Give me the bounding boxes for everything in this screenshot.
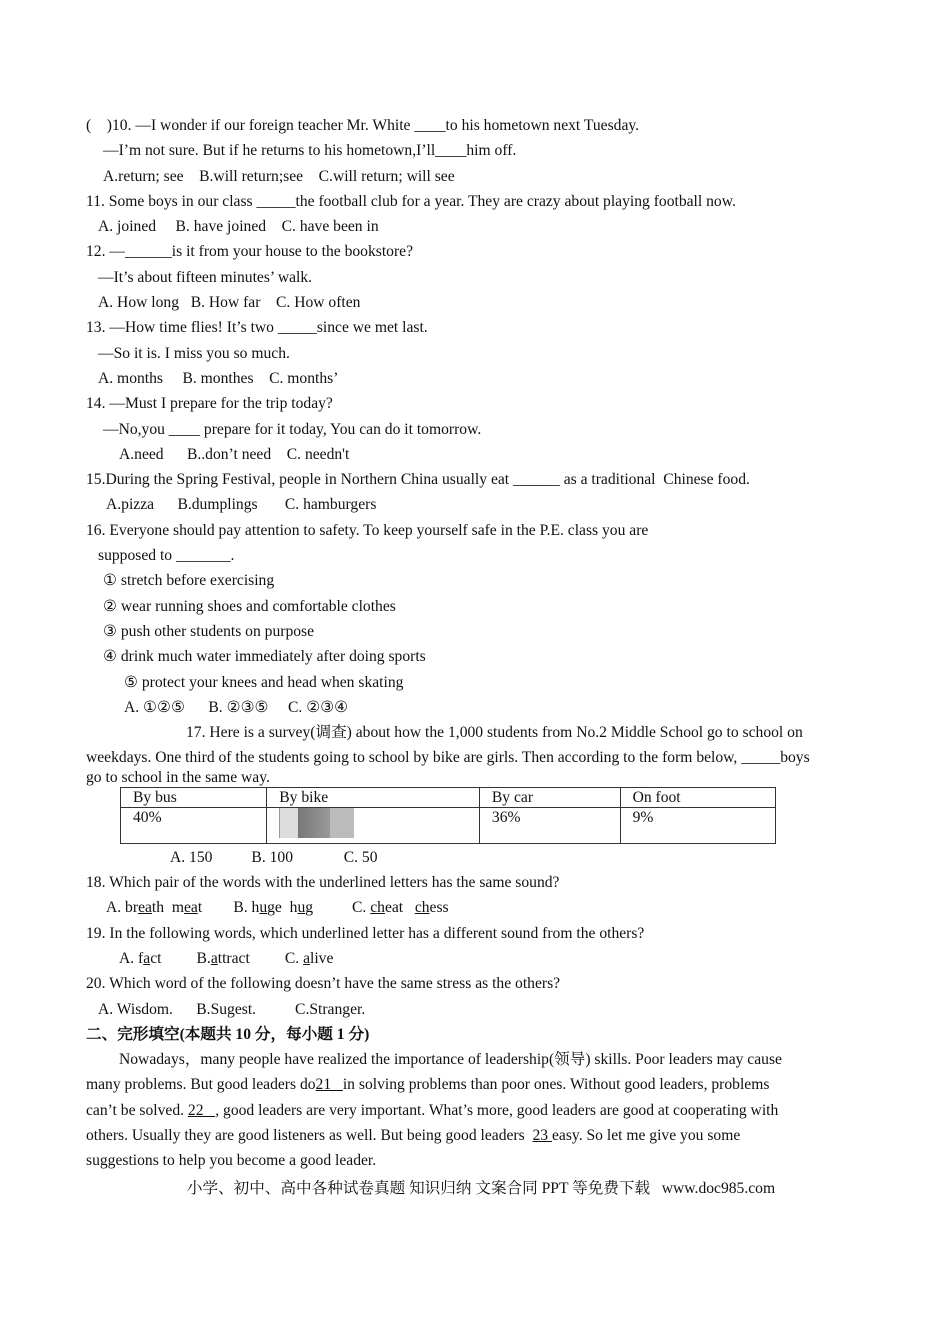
options: A. fact B.attract C. alive: [119, 949, 334, 967]
options: A. Wisdom. B.Sugest. C.Stranger.: [98, 1000, 366, 1018]
footer-text: 小学、初中、高中各种试卷真题 知识归纳 文案合同 PPT 等免费下载 www.doc985.com: [186, 1179, 776, 1197]
item: ② wear running shoes and comfortable clothes: [103, 597, 396, 615]
passage-line: can’t be solved. 22 , good leaders are very important. What’s more, good leaders are good at cooperating with: [86, 1101, 779, 1119]
passage-line: others. Usually they are good listeners as well. But being good leaders 23 easy. So let me give you some: [86, 1126, 741, 1144]
cell: 36%: [479, 807, 620, 843]
question-17-cont: weekdays. One third of the students going to school by bike are girls. Then according to the form below, _____boys: [86, 749, 810, 767]
passage-line: suggestions to help you become a good leader.: [86, 1152, 377, 1170]
question-17-cont: go to school in the same way.: [86, 768, 270, 786]
question-20: 20. Which word of the following doesn’t have the same stress as the others?: [86, 975, 561, 993]
options: A. ①②⑤ B. ②③⑤ C. ②③④: [124, 698, 349, 716]
question-14: 14. —Must I prepare for the trip today?: [86, 395, 333, 413]
survey-table: [120, 787, 776, 844]
passage-line: many problems. But good leaders do21 in solving problems than poor ones. Without good leaders, problems: [86, 1076, 770, 1094]
answer-line: —It’s about fifteen minutes’ walk.: [98, 268, 313, 286]
question-12: 12. —______is it from your house to the bookstore?: [86, 243, 413, 261]
options: A.pizza B.dumplings C. hamburgers: [106, 496, 377, 514]
question-10: ( )10. —I wonder if our foreign teacher Mr. White ____to his hometown next Tuesday.: [86, 117, 640, 134]
question-13: 13. —How time flies! It’s two _____since we met last.: [86, 319, 428, 337]
answer-line: —No,you ____ prepare for it today, You can do it tomorrow.: [103, 420, 482, 438]
options: A. 150 B. 100 C. 50: [170, 848, 378, 866]
options: A.return; see B.will return;see C.will return; will see: [103, 167, 455, 185]
options: A. breath meat B. huge hug C. cheat chess: [106, 899, 449, 917]
cell: [267, 807, 480, 843]
question-17: 17. Here is a survey(调查) about how the 1,000 students from No.2 Middle School go to school on: [186, 724, 803, 742]
header-cell: On foot: [620, 787, 775, 807]
bike-image: [279, 808, 354, 838]
item: ⑤ protect your knees and head when skating: [124, 673, 404, 691]
section-heading: 二、完形填空(本题共 10 分，每小题 1 分): [86, 1025, 370, 1043]
passage-line: Nowadays，many people have realized the importance of leadership(领导) skills. Poor leaders may cause: [119, 1051, 782, 1069]
cell: 9%: [620, 807, 775, 843]
header-cell: By bus: [121, 787, 267, 807]
question-18: 18. Which pair of the words with the underlined letters has the same sound?: [86, 874, 560, 892]
options: A. joined B. have joined C. have been in: [98, 218, 379, 236]
question-11: 11. Some boys in our class _____the football club for a year. They are crazy about playing football now.: [86, 192, 736, 210]
question-16-cont: supposed to _______.: [98, 547, 235, 565]
item: ③ push other students on purpose: [103, 622, 315, 640]
header-cell: By bike: [267, 787, 480, 807]
question-19: 19. In the following words, which underlined letter has a different sound from the others?: [86, 924, 645, 942]
options: A. How long B. How far C. How often: [98, 294, 361, 312]
question-16: 16. Everyone should pay attention to safety. To keep yourself safe in the P.E. class you are: [86, 521, 649, 539]
answer-line: —So it is. I miss you so much.: [98, 344, 290, 362]
options: A. months B. monthes C. months’: [98, 369, 339, 387]
options: A.need B..don’t need C. needn't: [119, 445, 350, 463]
item: ④ drink much water immediately after doing sports: [103, 648, 426, 666]
header-cell: By car: [479, 787, 620, 807]
cell: 40%: [121, 807, 267, 843]
item: ① stretch before exercising: [103, 572, 275, 590]
answer-line: —I’m not sure. But if he returns to his hometown,I’ll____him off.: [103, 142, 517, 160]
question-15: 15.During the Spring Festival, people in Northern China usually eat ______ as a traditional Chinese food.: [86, 471, 750, 489]
